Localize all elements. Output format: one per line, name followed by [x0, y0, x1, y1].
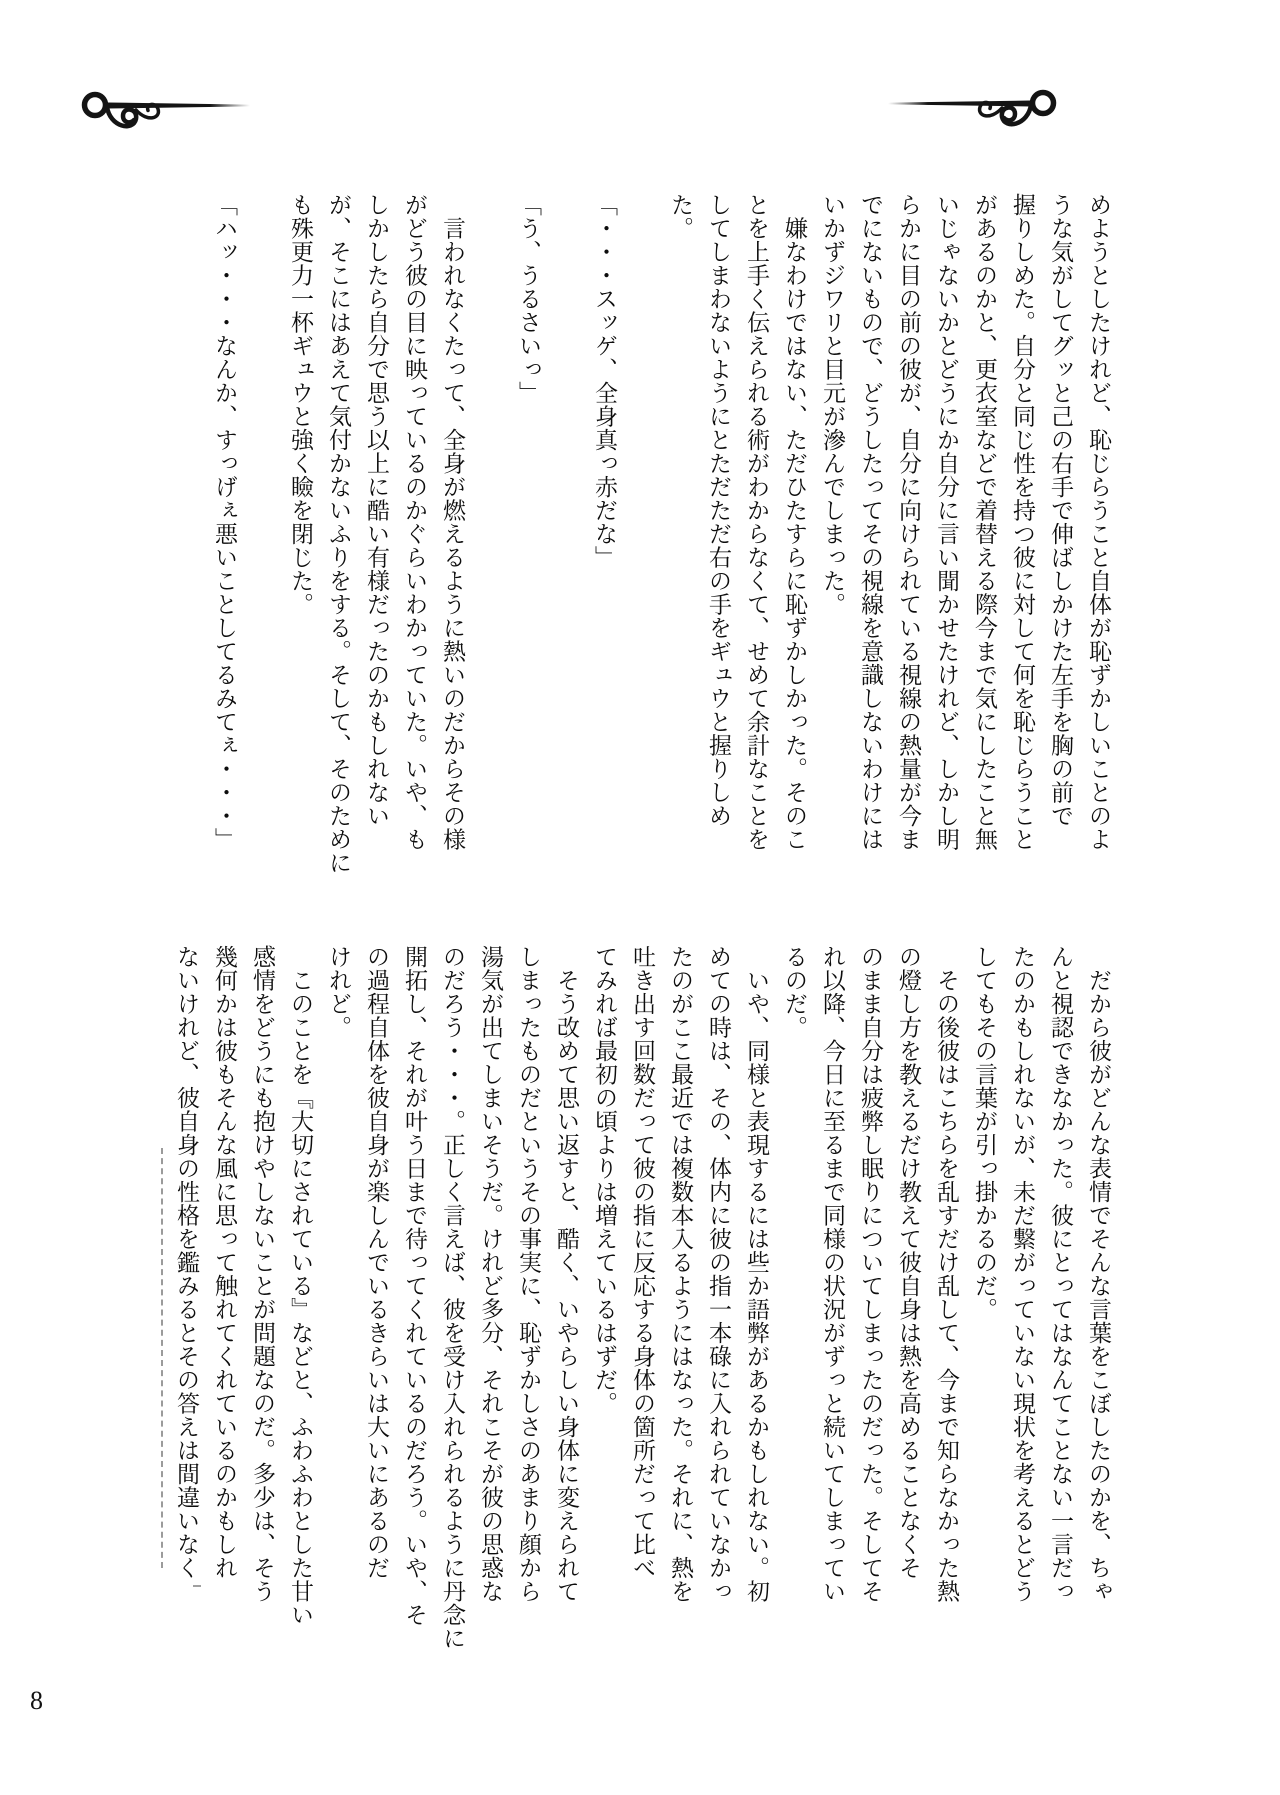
text-line: のまま自分は疲弊し眠りについてしまったのだった。そしてそ — [858, 945, 883, 1603]
text-line: の燈し方を教えるだけ教えて彼自身は熱を高めることなくそ — [896, 945, 921, 1580]
text-line — [471, 193, 509, 845]
text-line: しまったものだというその事実に、恥ずかしさのあまり顔から — [516, 945, 541, 1603]
text-line: とを上手く伝えられる術がわからなくて、せめて余計なことを — [744, 193, 769, 851]
text-line: 「・・・スッゲ、全身真っ赤だな」 — [592, 193, 617, 569]
text-line: してしまわないようにとただただ右の手をギュウと握りしめ — [706, 193, 731, 828]
text-line: いじゃないかとどうにか自分に言い聞かせたけれど、しかし明 — [934, 193, 959, 851]
text-line: 「う、うるさいっ」 — [516, 193, 541, 405]
text-line: めようとしたけれど、恥じらうこと自体が恥ずかしいことのよ — [1086, 193, 1111, 851]
text-line: も殊更力一杯ギュウと強く瞼を閉じた。 — [288, 193, 313, 616]
text-line: たのかもしれないが、未だ繋がっていない現状を考えるとどう — [1010, 945, 1035, 1603]
text-line: れ以降、今日に至るまで同様の状況がずっと続いてしまってい — [820, 945, 845, 1603]
text-line: 感情をどうにも抱けやしないことが問題なのだ。多少は、そう — [250, 945, 275, 1603]
page-number: 8 — [30, 1686, 43, 1715]
text-line: 吐き出す回数だって彼の指に反応する身体の箇所だって比べ — [630, 945, 655, 1580]
text-line: しかしたら自分で思う以上に酷い有様だったのかもしれない — [364, 193, 389, 828]
text-line: だから彼がどんな表情でそんな言葉をこぼしたのかを、ちゃ — [1086, 945, 1111, 1603]
text-line: その後彼はこちらを乱すだけ乱して、今まで知らなかった熱 — [934, 945, 959, 1603]
text-line: 幾何かは彼もそんな風に思って触れてくれているのかもしれ — [212, 945, 237, 1580]
text-line: 「ハッ・・・なんか、すっげぇ悪いことしてるみてぇ・・・」 — [212, 193, 237, 851]
text-line: うな気がしてグッと己の右手で伸ばしかけた左手を胸の前で — [1048, 193, 1073, 828]
text-line: そう改めて思い返すと、酷く、いやらしい身体に変えられて — [554, 945, 579, 1603]
text-line — [547, 193, 585, 845]
text-line: らかに目の前の彼が、自分に向けられている視線の熱量が今ま — [896, 193, 921, 851]
text-line: 言われなくたって、全身が燃えるように熱いのだからその様 — [440, 193, 465, 851]
text-line: してもその言葉が引っ掛かるのだ。 — [972, 945, 997, 1321]
text-line: んと視認できなかった。彼にとってはなんてことない一言だっ — [1048, 945, 1073, 1603]
text-line — [243, 193, 281, 845]
flourish-ornament-left-icon — [80, 90, 252, 138]
top-text-block — [205, 193, 1117, 875]
text-line: でにないもので、どうしたってその視線を意識しないわけには — [858, 193, 883, 851]
text-line: のだろう・・・。正しく言えば、彼を受け入れられるように丹念に — [440, 945, 465, 1650]
text-line: けれど。 — [326, 945, 351, 1039]
bottom-text-block — [167, 945, 1117, 1650]
text-line: た。 — [668, 193, 693, 240]
text-line: 湯気が出てしまいそうだ。けれど多分、それこそが彼の思惑な — [478, 945, 503, 1603]
text-line: 嫌なわけではない、ただひたすらに恥ずかしかった。そのこ — [782, 193, 807, 851]
text-line: てみれば最初の頃よりは増えているはずだ。 — [592, 945, 617, 1415]
text-line: が、そこにはあえて気付かないふりをする。そして、そのために — [326, 193, 351, 875]
text-line: たのがここ最近では複数本入るようにはなった。それに、熱を — [668, 945, 693, 1603]
text-line: があるのかと、更衣室などで着替える際今まで気にしたこと無 — [972, 193, 997, 851]
text-line — [623, 193, 661, 845]
text-line: るのだ。 — [782, 945, 807, 1039]
text-line: このことを『大切にされている』などと、ふわふわとした甘い — [288, 945, 313, 1627]
scan-artifact-dashed-line — [161, 1148, 163, 1568]
flourish-ornament-right-icon — [886, 88, 1058, 136]
text-line: 開拓し、それが叶う日まで待ってくれているのだろう。いや、そ — [402, 945, 427, 1627]
scan-artifact-dot — [193, 1585, 201, 1587]
text-line: ないけれど、彼自身の性格を鑑みるとその答えは間違いなく — [174, 945, 199, 1580]
text-line: 握りしめた。自分と同じ性を持つ彼に対して何を恥じらうこと — [1010, 193, 1035, 851]
text-line: いや、同様と表現するには些か語弊があるかもしれない。初 — [744, 945, 769, 1603]
text-line: の過程自体を彼自身が楽しんでいるきらいは大いにあるのだ — [364, 945, 389, 1580]
text-line: がどう彼の目に映っているのかぐらいわかっていた。いや、も — [402, 193, 427, 851]
text-line: めての時は、その、体内に彼の指一本碌に入れられていなかっ — [706, 945, 731, 1603]
text-line: いかずジワリと目元が滲んでしまった。 — [820, 193, 845, 616]
